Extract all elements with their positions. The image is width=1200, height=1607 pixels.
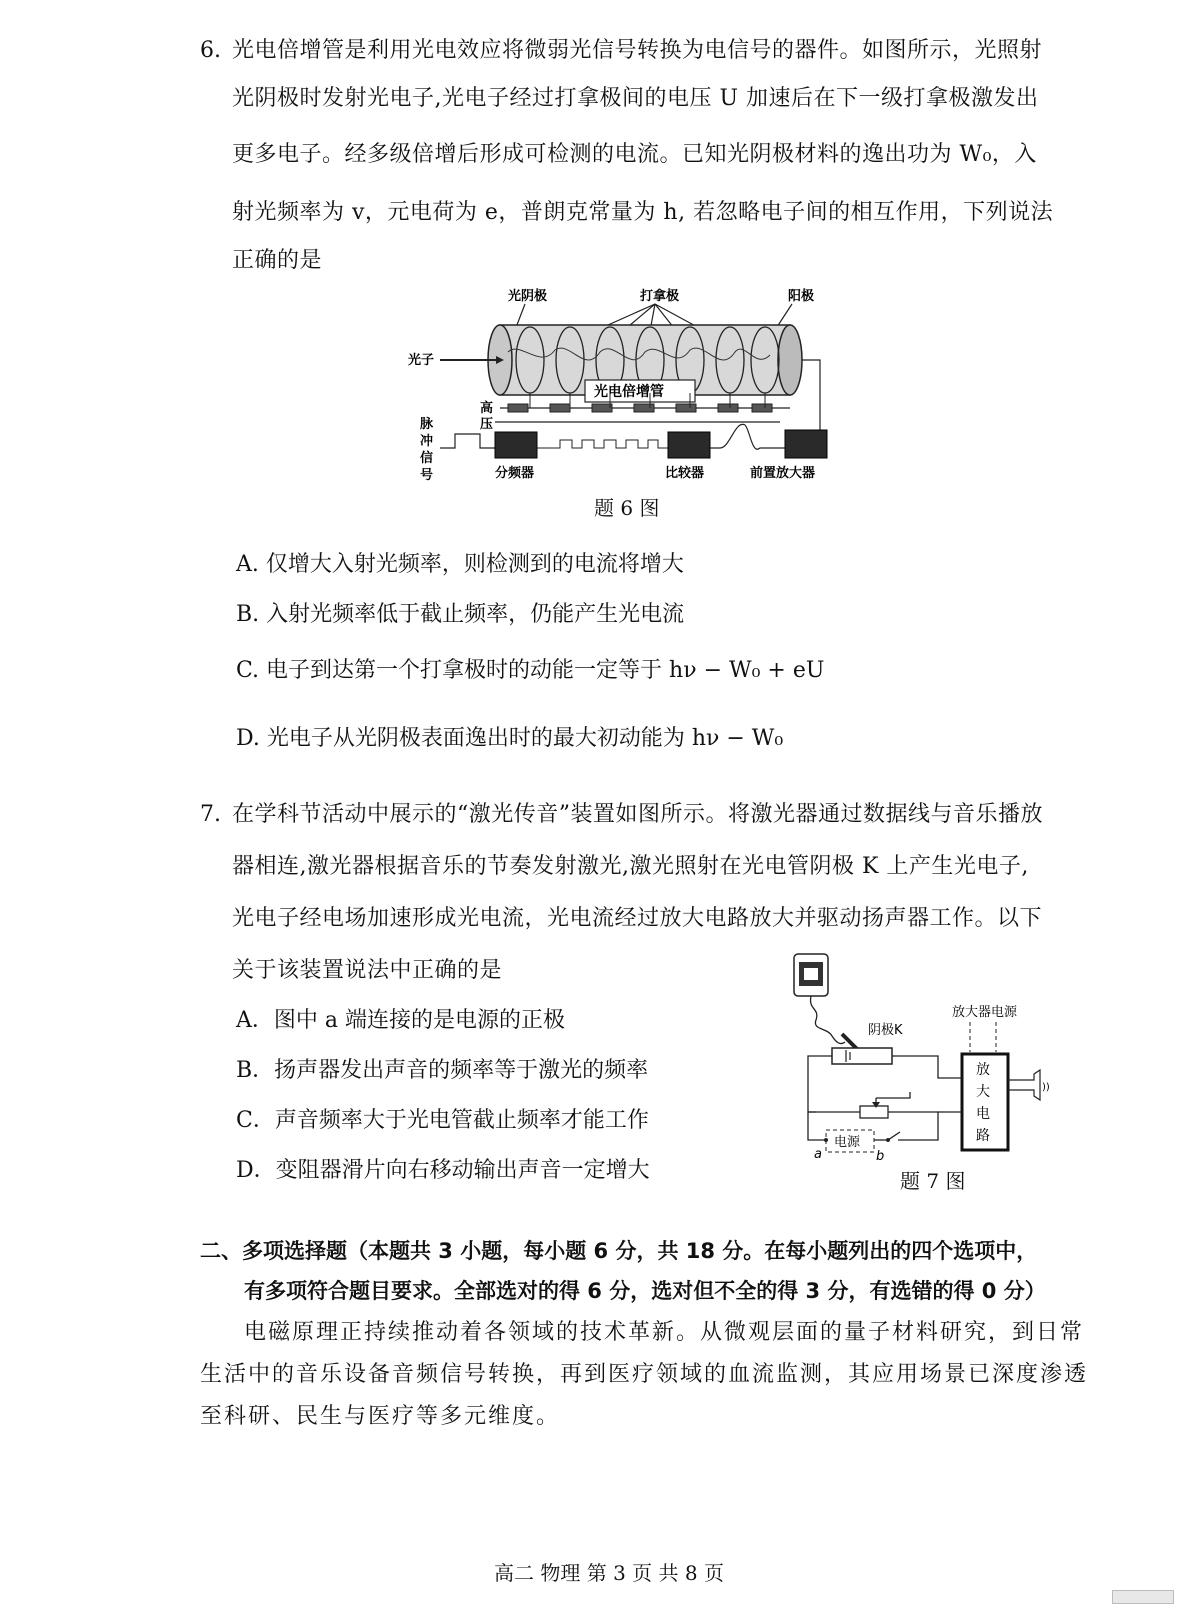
fig6-hv-label-1: 高	[480, 401, 494, 416]
fig6-dynode-label: 打拿极	[640, 289, 680, 304]
question-6-line-5: 正确的是	[232, 248, 323, 273]
section-2-intro-line-1: 电磁原理正持续推动着各领域的技术革新。从微观层面的量子材料研究，到日常	[244, 1320, 1085, 1345]
question-6-line-3: 更多电子。经多级倍增后形成可检测的电流。已知光阴极材料的逸出功为 W₀，入	[232, 142, 1037, 167]
fig6-comparator-label: 比较器	[665, 466, 705, 481]
question-6-option-a: A. 仅增大入射光频率，则检测到的电流将增大	[236, 552, 684, 577]
fig7-terminal-b: b	[876, 1149, 885, 1164]
question-7-number: 7.	[200, 802, 221, 827]
question-6-line-2: 光阴极时发射光电子,光电子经过打拿极间的电压 U 加速后在下一级打拿极激发出	[232, 86, 1039, 111]
fig6-pulse-label-2: 冲	[420, 434, 434, 449]
question-7-line-1: 在学科节活动中展示的“激光传音”装置如图所示。将激光器通过数据线与音乐播放	[232, 802, 1043, 827]
section-2-title-line-1: 二、多项选择题（本题共 3 小题，每小题 6 分，共 18 分。在每小题列出的四个选项中，	[200, 1239, 1038, 1263]
section-2-intro-line-2: 生活中的音乐设备音频信号转换，再到医疗领域的血流监测，其应用场景已深度渗透	[200, 1362, 1089, 1387]
question-7-line-2: 器相连,激光器根据音乐的节奏发射激光,激光照射在光电管阴极 K 上产生光电子,	[232, 854, 1029, 879]
question-6-option-c: C. 电子到达第一个打拿极时的动能一定等于 hν − W₀ + eU	[236, 658, 825, 683]
question-7-option-c: C．声音频率大于光电管截止频率才能工作	[236, 1108, 649, 1133]
page-footer: 高二 物理 第 3 页 共 8 页	[494, 1561, 724, 1585]
fig6-anode-label: 阳极	[788, 289, 815, 304]
fig7-amp-power-label: 放大器电源	[952, 1005, 1018, 1020]
question-7-line-3: 光电子经电场加速形成光电流，光电流经过放大电路放大并驱动扬声器工作。以下	[232, 906, 1043, 931]
fig6-tube-label: 光电倍增管	[594, 384, 664, 400]
question-7-line-4: 关于该装置说法中正确的是	[232, 958, 503, 983]
question-6-line-1: 光电倍增管是利用光电效应将微弱光信号转换为电信号的器件。如图所示，光照射	[232, 38, 1043, 63]
fig7-amp-label-1: 放	[976, 1062, 990, 1078]
fig6-divider-label: 分频器	[495, 466, 535, 481]
question-7-option-b: B．扬声器发出声音的频率等于激光的频率	[236, 1058, 649, 1083]
question-6-option-d: D. 光电子从光阴极表面逸出时的最大初动能为 hν − W₀	[236, 726, 784, 751]
fig7-power-label: 电源	[834, 1135, 861, 1150]
fig7-terminal-a: a	[814, 1147, 822, 1162]
fig6-hv-label-2: 压	[480, 417, 494, 432]
fig7-amp-label-3: 电	[976, 1106, 990, 1122]
question-7-option-d: D．变阻器滑片向右移动输出声音一定增大	[236, 1158, 650, 1183]
question-6-option-b: B. 入射光频率低于截止频率，仍能产生光电流	[236, 602, 685, 627]
fig6-photon-label: 光子	[408, 353, 435, 368]
fig6-cathode-label: 光阴极	[508, 289, 548, 304]
question-6-number: 6.	[200, 38, 221, 63]
question-6-line-4: 射光频率为 v，元电荷为 e，普朗克常量为 h, 若忽略电子间的相互作用，下列说法	[232, 200, 1054, 225]
fig7-amp-label-2: 大	[976, 1084, 990, 1100]
fig7-amp-label-4: 路	[976, 1128, 990, 1144]
question-7-option-a: A．图中 a 端连接的是电源的正极	[236, 1008, 565, 1033]
figure-6-caption: 题 6 图	[594, 496, 660, 520]
fig6-pulse-label-3: 信	[420, 451, 434, 466]
fig6-pulse-label-1: 脉	[420, 417, 434, 432]
section-2-intro-line-3: 至科研、民生与医疗等多元维度。	[200, 1404, 561, 1429]
scanner-watermark-icon	[1112, 1590, 1174, 1604]
fig6-preamp-label: 前置放大器	[750, 466, 816, 481]
fig7-cathode-label: 阴极K	[868, 1023, 903, 1038]
speaker-icon: ))	[1042, 1082, 1050, 1093]
figure-7-caption: 题 7 图	[900, 1169, 966, 1193]
photomultiplier-figure	[400, 280, 840, 490]
fig6-pulse-label-4: 号	[420, 468, 434, 483]
section-2-title-line-2: 有多项符合题目要求。全部选对的得 6 分，选对但不全的得 3 分，有选错的得 0 分）	[244, 1279, 1046, 1303]
laser-sound-circuit-figure	[790, 950, 1070, 1170]
